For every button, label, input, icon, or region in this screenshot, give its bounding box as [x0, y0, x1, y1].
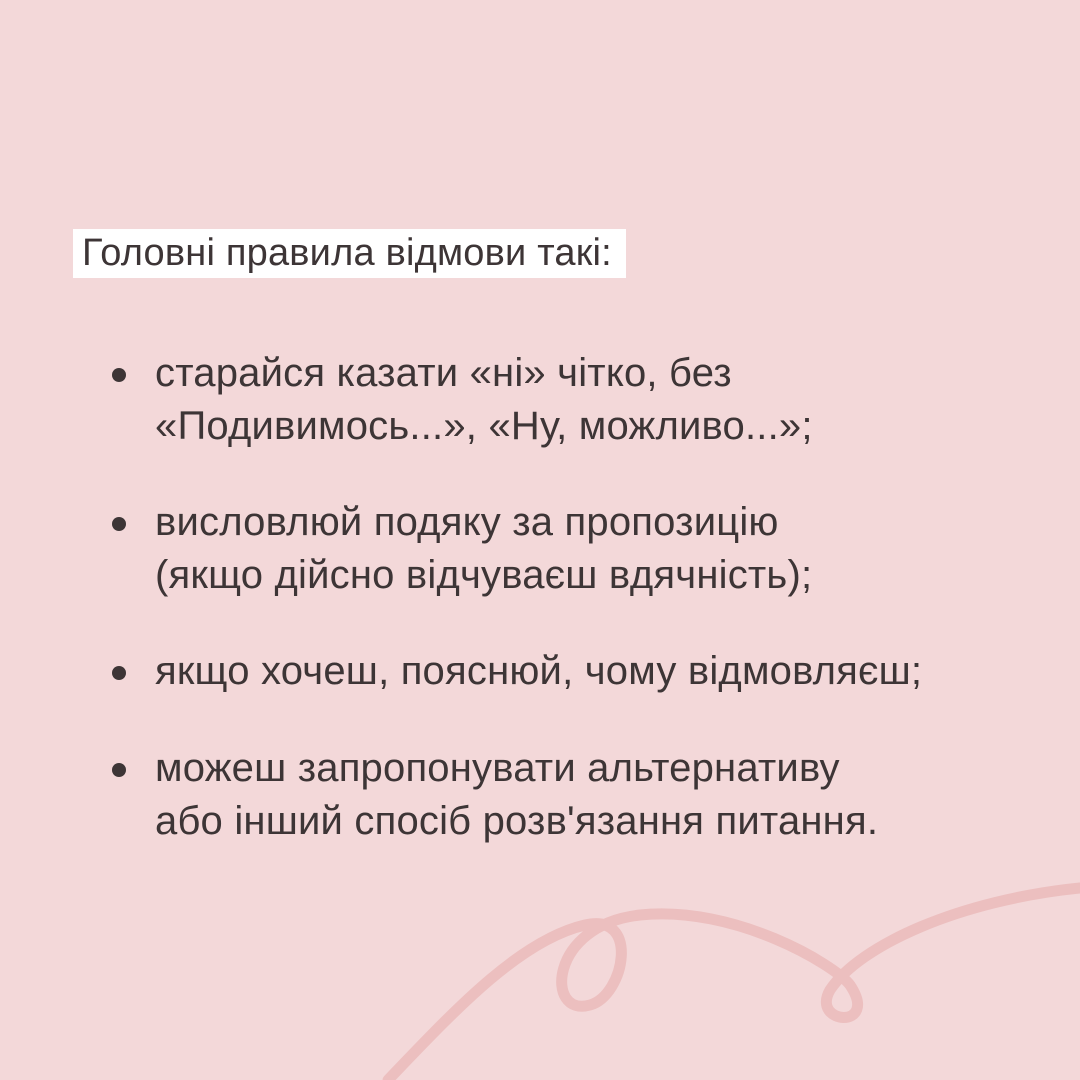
bullet-icon [112, 517, 126, 531]
bullet-icon [112, 763, 126, 777]
rule-line: (якщо дійсно відчуваєш вдячність); [155, 553, 813, 597]
rule-line: можеш запропонувати альтернативу [155, 746, 840, 790]
rules-list [112, 347, 1042, 891]
rule-line: «Подивимось...», «Ну, можливо...»; [155, 404, 813, 448]
rule-line: висловлюй подяку за пропозицію [155, 500, 779, 544]
heading [73, 229, 626, 278]
heading-text: Головні правила відмови такі: [82, 232, 612, 274]
rule-item [112, 742, 1042, 848]
rule-line: старайся казати «ні» чітко, без [155, 351, 732, 395]
decor-stroke [388, 888, 1080, 1080]
rule-item [112, 496, 1042, 602]
rule-item [112, 645, 1042, 698]
rule-line: або інший спосіб розв'язання питання. [155, 799, 879, 843]
rule-item [112, 347, 1042, 453]
bullet-icon [112, 666, 126, 680]
rule-line: якщо хочеш, пояснюй, чому відмовляєш; [155, 649, 923, 693]
bullet-icon [112, 368, 126, 382]
